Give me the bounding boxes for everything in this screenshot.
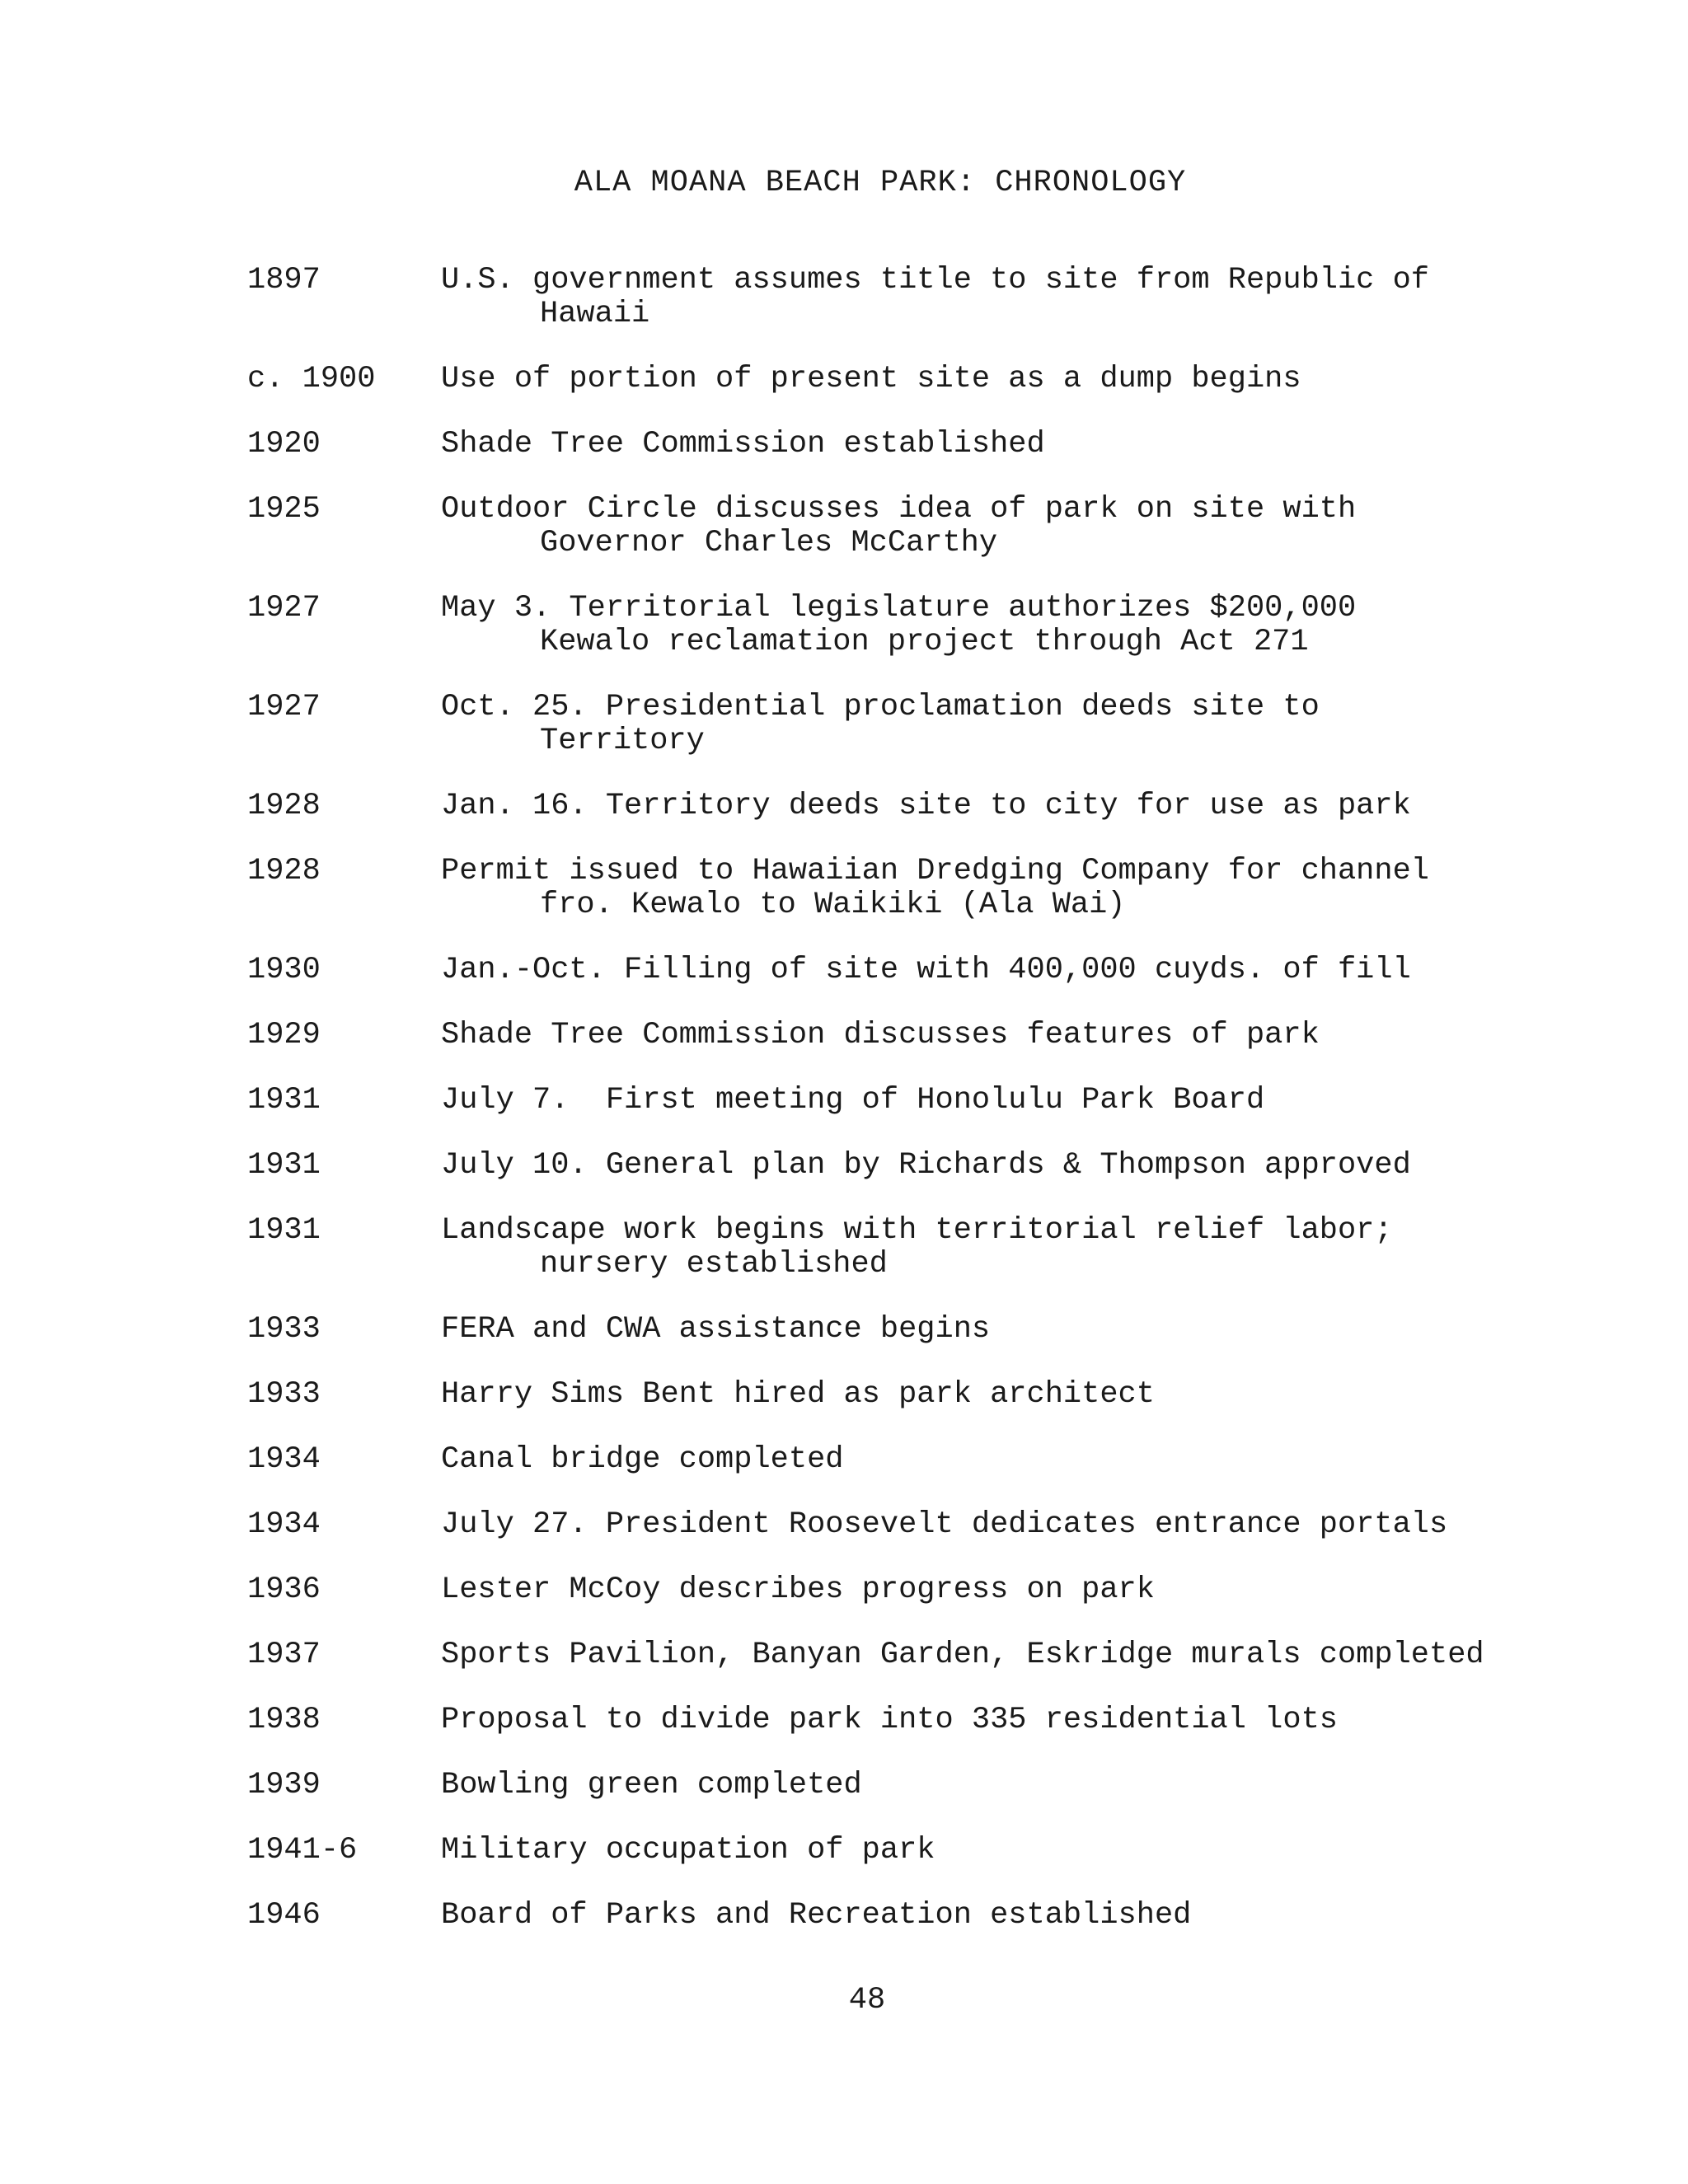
chronology-entry [247, 363, 1599, 428]
entry-event-text: Use of portion of present site as a dump begins [441, 362, 1301, 396]
entry-year: 1934 [247, 1507, 321, 1542]
chronology-entry [247, 1214, 1599, 1313]
page-title: ALA MOANA BEACH PARK: CHRONOLOGY [574, 166, 1187, 200]
entry-event-text: July 27. President Roosevelt dedicates entrance portals [441, 1507, 1448, 1542]
chronology-entry [247, 1378, 1599, 1443]
entry-event-text: May 3. Territorial legislature authorizes $200,000 [441, 591, 1357, 626]
entry-year: 1928 [247, 854, 321, 888]
entry-event [441, 1508, 1611, 1542]
entry-event-continuation: Kewalo reclamation project through Act 271 [540, 625, 1309, 659]
entry-year: 1933 [247, 1312, 321, 1347]
entry-year: 1939 [247, 1768, 321, 1802]
chronology-list [247, 264, 1599, 1964]
entry-year: 1937 [247, 1638, 321, 1672]
entry-year: 1925 [247, 492, 321, 527]
entry-year: 1920 [247, 427, 321, 462]
entry-event-text: Permit issued to Hawaiian Dredging Company for channel [441, 854, 1429, 888]
entry-year: 1931 [247, 1148, 321, 1183]
entry-event-continuation: Governor Charles McCarthy [540, 526, 998, 560]
entry-event-text: Lester McCoy describes progress on park [441, 1572, 1155, 1607]
entry-event-text: July 7. First meeting of Honolulu Park Board [441, 1083, 1265, 1118]
entry-event-continuation: fro. Kewalo to Waikiki (Ala Wai) [540, 888, 1126, 922]
entry-event [441, 493, 1611, 560]
entry-year: 1927 [247, 690, 321, 724]
entry-year: 1933 [247, 1377, 321, 1412]
entry-event-text: Jan. 16. Territory deeds site to city for use as park [441, 789, 1411, 823]
entry-event [441, 428, 1611, 462]
entry-event-text: Shade Tree Commission established [441, 427, 1045, 462]
entry-year: 1928 [247, 789, 321, 823]
chronology-entry [247, 855, 1599, 954]
entry-event-text: Landscape work begins with territorial relief labor; [441, 1213, 1393, 1248]
chronology-entry [247, 1508, 1599, 1573]
entry-year: 1931 [247, 1083, 321, 1118]
entry-year: 1946 [247, 1898, 321, 1933]
entry-event-text: Oct. 25. Presidential proclamation deeds site to [441, 690, 1320, 724]
chronology-entry [247, 264, 1599, 363]
entry-event-text: July 10. General plan by Richards & Thompson approved [441, 1148, 1411, 1183]
entry-year: 1897 [247, 263, 321, 298]
entry-event-text: Bowling green completed [441, 1768, 862, 1802]
entry-event-text: U.S. government assumes title to site from Republic of [441, 263, 1429, 298]
entry-event-continuation: Hawaii [540, 297, 650, 331]
chronology-entry [247, 1149, 1599, 1214]
chronology-entry [247, 1313, 1599, 1378]
entry-event-text: Canal bridge completed [441, 1442, 844, 1477]
chronology-entry [247, 1638, 1599, 1704]
entry-year: 1936 [247, 1572, 321, 1607]
chronology-entry [247, 1084, 1599, 1149]
entry-event [441, 1704, 1611, 1737]
entry-event-text: Harry Sims Bent hired as park architect [441, 1377, 1155, 1412]
entry-event [441, 954, 1611, 987]
entry-event-text: Proposal to divide park into 335 residential lots [441, 1703, 1338, 1737]
entry-event-text: Outdoor Circle discusses idea of park on site with [441, 492, 1357, 527]
chronology-entry [247, 493, 1599, 592]
entry-event [441, 1443, 1611, 1477]
entry-year: 1931 [247, 1213, 321, 1248]
entry-event [441, 855, 1611, 922]
entry-event-text: FERA and CWA assistance begins [441, 1312, 991, 1347]
entry-event [441, 1769, 1611, 1802]
entry-event-text: Military occupation of park [441, 1833, 935, 1868]
entry-event [441, 1573, 1611, 1607]
entry-event [441, 1149, 1611, 1183]
chronology-entry [247, 1769, 1599, 1834]
chronology-entry [247, 691, 1599, 790]
chronology-entry [247, 790, 1599, 855]
entry-event [441, 363, 1611, 396]
entry-event-text: Board of Parks and Recreation established [441, 1898, 1192, 1933]
entry-event-continuation: Territory [540, 724, 705, 758]
entry-event [441, 1313, 1611, 1347]
entry-year: 1930 [247, 953, 321, 987]
entry-year: 1934 [247, 1442, 321, 1477]
entry-event-text: Sports Pavilion, Banyan Garden, Eskridge murals completed [441, 1638, 1484, 1672]
chronology-entry [247, 1704, 1599, 1769]
entry-event [441, 1638, 1611, 1672]
entry-event [441, 1019, 1611, 1052]
chronology-entry [247, 592, 1599, 691]
entry-event-continuation: nursery established [540, 1247, 888, 1282]
entry-year: 1929 [247, 1018, 321, 1052]
chronology-entry [247, 1834, 1599, 1899]
entry-event [441, 1834, 1611, 1868]
entry-event [441, 691, 1611, 758]
chronology-entry [247, 428, 1599, 493]
entry-year: 1927 [247, 591, 321, 626]
entry-year: c. 1900 [247, 362, 376, 396]
chronology-entry [247, 1573, 1599, 1638]
entry-event [441, 790, 1611, 823]
chronology-entry [247, 954, 1599, 1019]
entry-year: 1938 [247, 1703, 321, 1737]
entry-event [441, 264, 1611, 331]
entry-event [441, 592, 1611, 659]
chronology-entry [247, 1019, 1599, 1084]
entry-event [441, 1084, 1611, 1118]
entry-event [441, 1214, 1611, 1282]
entry-event [441, 1378, 1611, 1412]
chronology-entry [247, 1443, 1599, 1508]
chronology-entry [247, 1899, 1599, 1964]
entry-year: 1941-6 [247, 1833, 358, 1868]
entry-event [441, 1899, 1611, 1933]
page-number: 48 [848, 1983, 886, 2018]
entry-event-text: Shade Tree Commission discusses features of park [441, 1018, 1320, 1052]
entry-event-text: Jan.-Oct. Filling of site with 400,000 cuyds. of fill [441, 953, 1411, 987]
